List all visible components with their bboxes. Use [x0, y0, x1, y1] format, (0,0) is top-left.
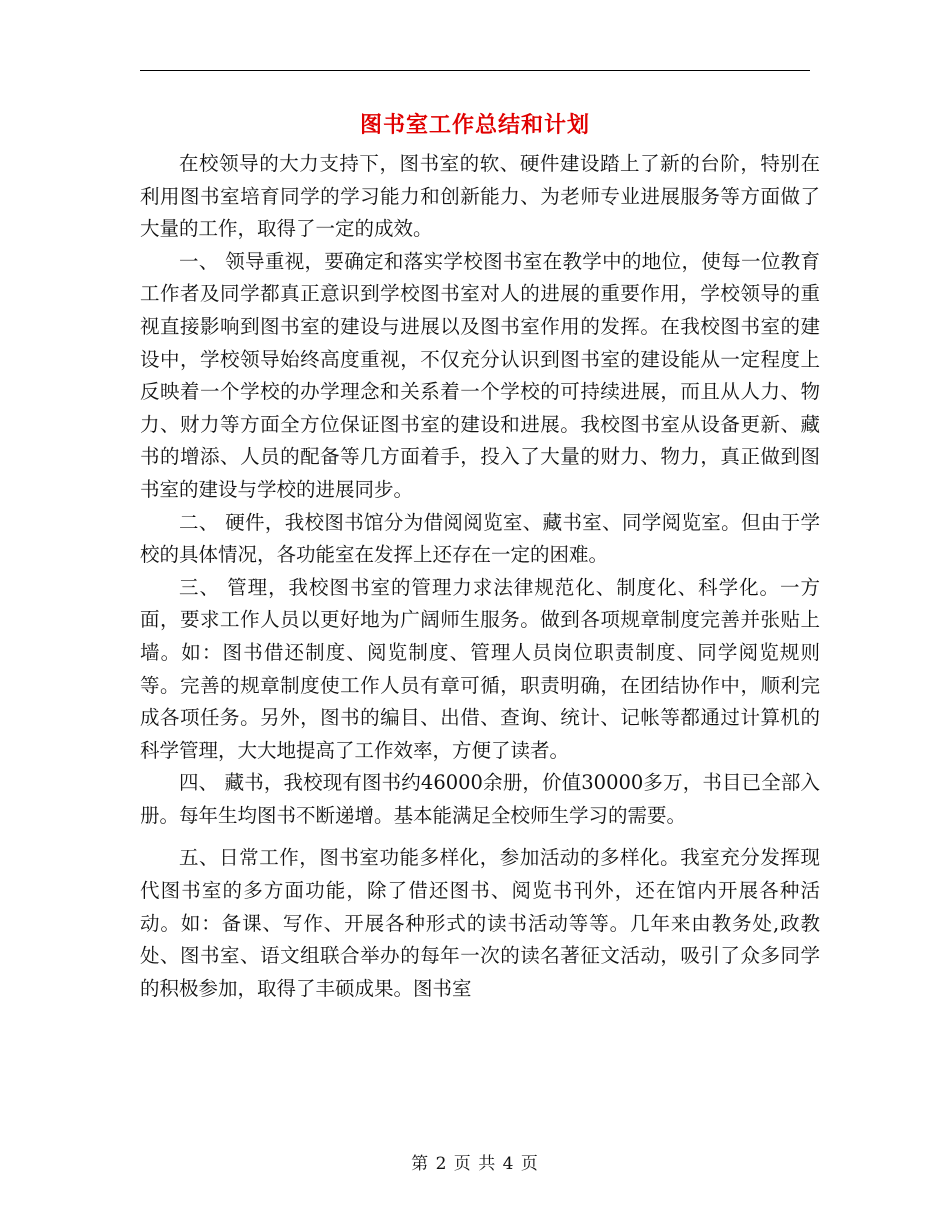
paragraph-intro: 在校领导的大力支持下，图书室的软、硬件建设踏上了新的台阶，特别在利用图书室培育同学的学习能力和创新能力、为老师专业进展服务等方面做了大量的工作，取得了一定的成效。: [140, 152, 820, 241]
paragraph-management: 三、 管理，我校图书室的管理力求法律规范化、制度化、科学化。一方面，要求工作人员以更好地为广阔师生服务。做到各项规章制度完善并张贴上墙。如：图书借还制度、阅览制度、管理人员岗位职责制度、同学阅览规则等。完善的规章制度使工作人员有章可循，职责明确，在团结协作中，顺利完成各项任务。另外，图书的编目、出借、查询、统计、记帐等都通过计算机的科学管理，大大地提高了工作效率，方便了读者。: [140, 575, 820, 762]
page-footer: 第 2 页 共 4 页: [411, 1154, 539, 1174]
header-rule: [140, 70, 810, 71]
paragraph-hardware: 二、 硬件，我校图书馆分为借阅阅览室、藏书室、同学阅览室。但由于学校的具体情况，各功能室在发挥上还存在一定的困难。: [140, 510, 820, 567]
paragraph-collection: 四、 藏书，我校现有图书约46000余册，价值30000多万，书目已全部入册。每年生均图书不断递增。基本能满足全校师生学习的需要。: [140, 771, 820, 827]
document-title: 图书室工作总结和计划: [359, 112, 590, 138]
paragraph-daily-work: 五、日常工作，图书室功能多样化，参加活动的多样化。我室充分发挥现代图书室的多方面功能，除了借还图书、阅览书刊外，还在馆内开展各种活动。如：备课、写作、开展各种形式的读书活动等等。几年来由教务处,政教处、图书室、语文组联合举办的每年一次的读名著征文活动，吸引了众多同学的积极参加，取得了丰硕成果。图书室: [140, 846, 820, 1000]
document-body: [140, 148, 820, 1005]
paragraph-leadership: 一、 领导重视，要确定和落实学校图书室在教学中的地位，使每一位教育工作者及同学都真正意识到学校图书室对人的进展的重要作用，学校领导的重视直接影响到图书室的建设与进展以及图书室作用的发挥。在我校图书室的建设中，学校领导始终高度重视，不仅充分认识到图书室的建设能从一定程度上反映着一个学校的办学理念和关系着一个学校的可持续进展，而且从人力、物力、财力等方面全方位保证图书室的建设和进展。我校图书室从设备更新、藏书的增添、人员的配备等几方面着手，投入了大量的财力、物力，真正做到图书室的建设与学校的进展同步。: [140, 249, 820, 501]
